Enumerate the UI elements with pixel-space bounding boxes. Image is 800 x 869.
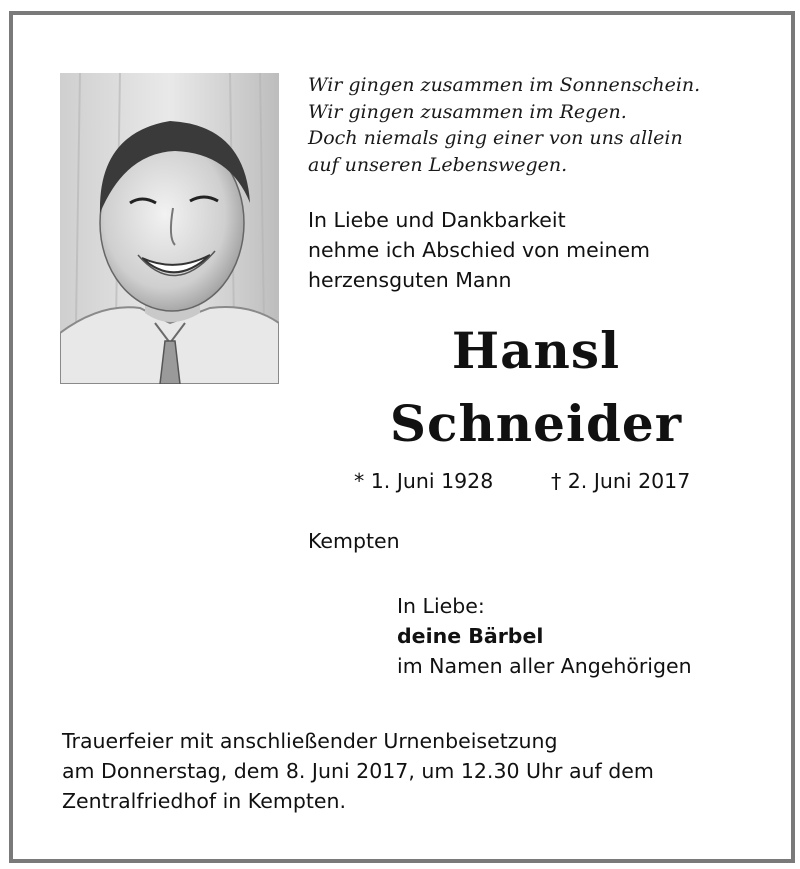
deceased-last-name: Schneider <box>389 394 683 453</box>
intro-line: In Liebe und Dankbarkeit <box>308 208 566 232</box>
funeral-line: Zentralfriedhof in Kempten. <box>62 789 346 813</box>
intro-line: nehme ich Abschied von meinem <box>308 238 651 262</box>
portrait-illustration <box>60 73 279 384</box>
signature-family: im Namen aller Angehörigen <box>397 654 692 678</box>
place-name: Kempten <box>308 529 400 553</box>
intro-line: herzensguten Mann <box>308 268 512 292</box>
funeral-line: Trauerfeier mit anschließender Urnenbeisetzung <box>62 729 558 753</box>
poem <box>308 72 700 178</box>
poem-line: Wir gingen zusammen im Sonnenschein. <box>308 74 701 96</box>
signature-name: deine Bärbel <box>397 624 544 648</box>
funeral-info <box>62 726 654 816</box>
signature-block <box>397 591 692 681</box>
funeral-line: am Donnerstag, dem 8. Juni 2017, um 12.30 Uhr auf dem <box>62 759 654 783</box>
poem-line: auf unseren Lebenswegen. <box>308 153 568 176</box>
poem-line: Wir gingen zusammen im Regen. <box>308 100 627 123</box>
portrait-photo <box>60 73 279 384</box>
death-date: † 2. Juni 2017 <box>551 469 691 493</box>
birth-date: * 1. Juni 1928 <box>354 469 494 493</box>
poem-line: Doch niemals ging einer von uns allein <box>308 127 683 149</box>
intro-text <box>308 205 650 295</box>
signature-intro: In Liebe: <box>397 594 485 618</box>
deceased-first-name: Hansl <box>451 321 621 380</box>
